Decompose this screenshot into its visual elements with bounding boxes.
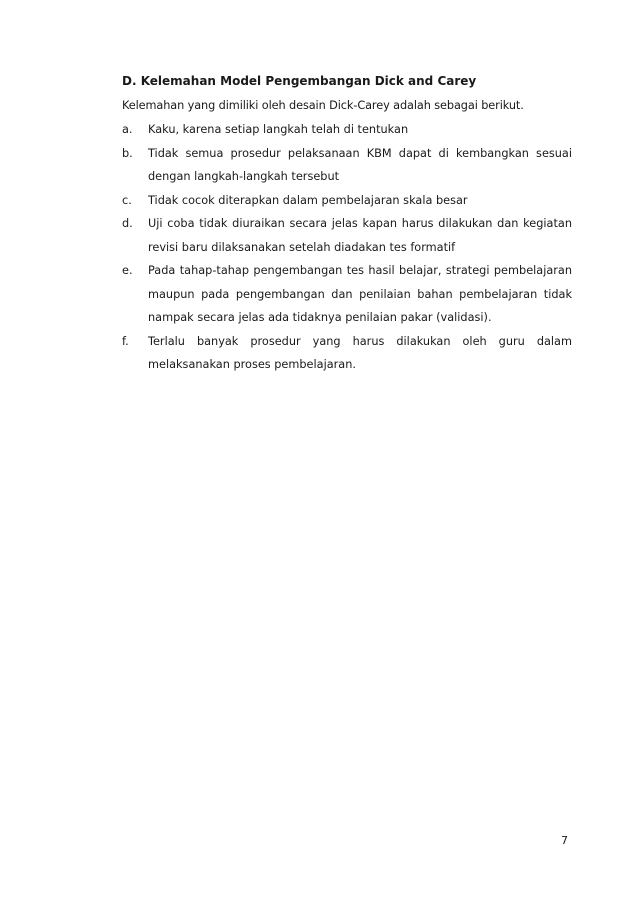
list-item-text: Tidak semua prosedur pelaksanaan KBM dapat di kembangkan sesuai dengan langkah-langkah tersebut [148, 146, 572, 183]
page-number: 7 [561, 834, 568, 847]
list-item-text: Tidak cocok diterapkan dalam pembelajaran skala besar [148, 193, 468, 207]
intro-paragraph: Kelemahan yang dimiliki oleh desain Dick-Carey adalah sebagai berikut. [122, 99, 524, 112]
section-heading: D. Kelemahan Model Pengembangan Dick and Carey [122, 74, 477, 88]
list-marker: e. [122, 264, 133, 277]
list-item [122, 259, 572, 330]
weakness-list [122, 118, 572, 377]
list-item-text: Terlalu banyak prosedur yang harus dilakukan oleh guru dalam melaksanakan proses pembelajaran. [148, 334, 572, 371]
list-item [122, 189, 572, 213]
list-item [122, 330, 572, 377]
list-item [122, 118, 572, 142]
list-marker: a. [122, 123, 133, 136]
list-item-text: Kaku, karena setiap langkah telah di tentukan [148, 123, 409, 136]
list-item [122, 212, 572, 259]
list-marker: c. [122, 193, 132, 207]
list-item-text: Pada tahap-tahap pengembangan tes hasil belajar, strategi pembelajaran maupun pada pengembangan dan penilaian bahan pembelajaran tidak nampak secara jelas ada tidaknya penilaian pakar (validasi). [148, 264, 572, 324]
list-marker: d. [122, 217, 133, 230]
list-marker: f. [122, 334, 129, 348]
list-item-text: Uji coba tidak diuraikan secara jelas kapan harus dilakukan dan kegiatan revisi baru dilaksanakan setelah diadakan tes formatif [148, 217, 572, 254]
list-marker: b. [122, 146, 133, 160]
list-item [122, 142, 572, 189]
